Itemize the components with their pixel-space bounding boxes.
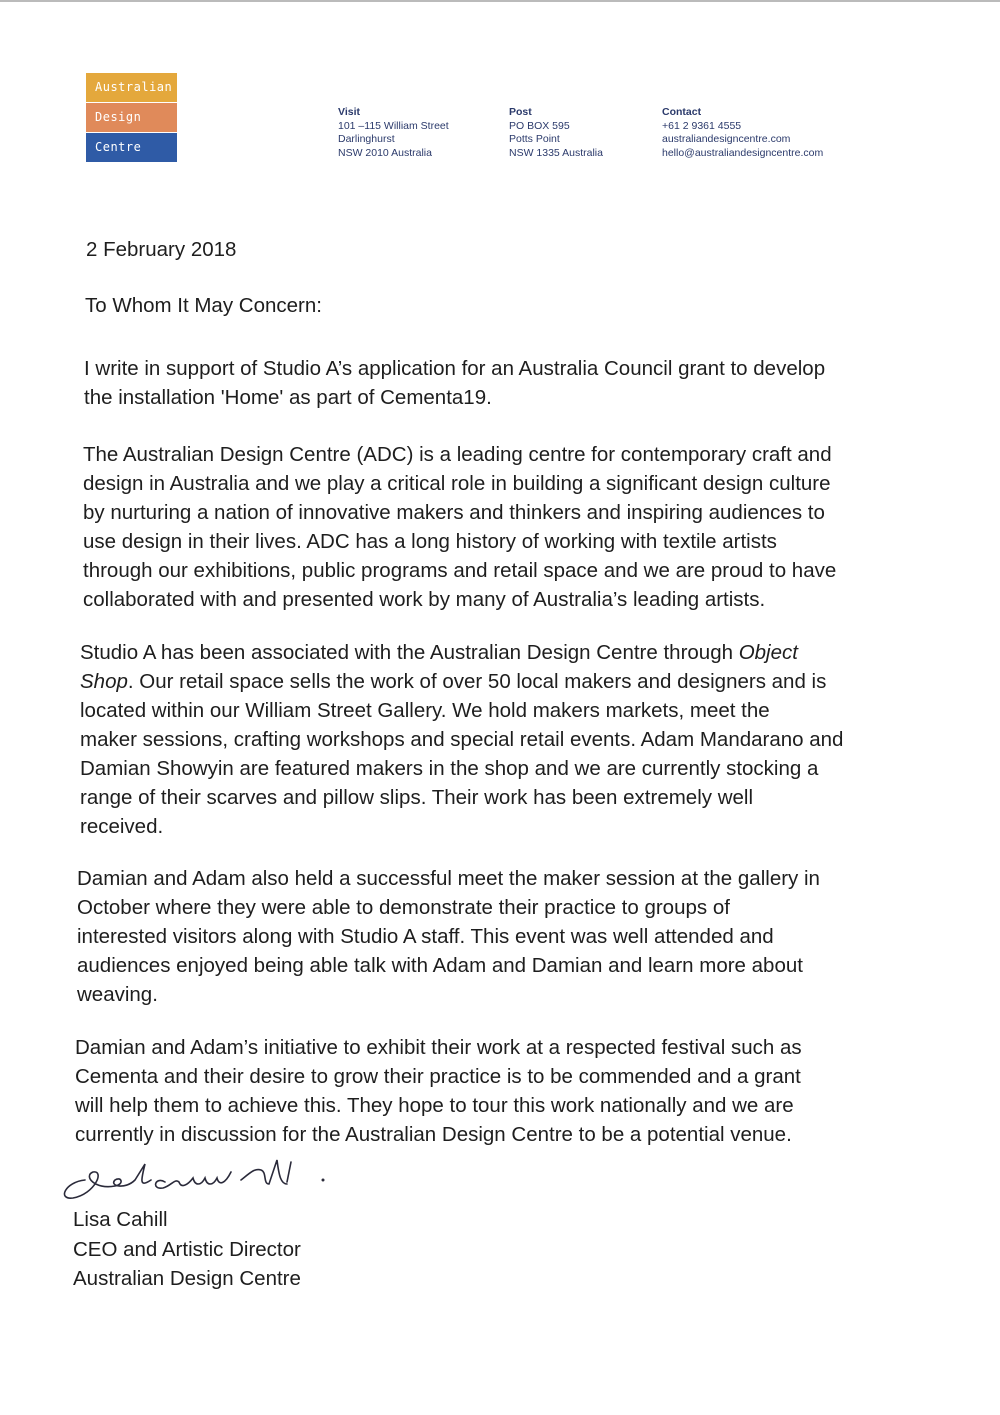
logo-australian: Australian — [86, 73, 177, 102]
post-heading: Post — [509, 106, 532, 118]
contact-info — [662, 106, 823, 160]
text-line: Damian and Adam’s initiative to exhibit their work at a respected festival such as — [75, 1036, 802, 1059]
signatory-name: Lisa Cahill — [73, 1208, 168, 1231]
visit-address — [338, 106, 449, 160]
text-line: through our exhibitions, public programs and retail space and we are proud to have — [83, 559, 837, 582]
text-line: Cementa and their desire to grow their practice is to be commended and a grant — [75, 1065, 801, 1088]
contact-email: hello@australiandesigncentre.com — [662, 146, 824, 159]
text-line: Damian Showyin are featured makers in the shop and we are currently stocking a — [80, 757, 819, 780]
paragraph-3 — [80, 638, 843, 841]
text-run: Studio A has been associated with the Australian Design Centre through — [80, 641, 739, 664]
post-line: Potts Point — [509, 133, 560, 145]
paragraph-2 — [83, 440, 836, 614]
salutation: To Whom It May Concern: — [85, 294, 322, 317]
text-line: located within our William Street Gallery. We hold makers markets, meet the — [80, 699, 770, 722]
object-shop-italic: Shop — [80, 670, 128, 693]
text-line: design in Australia and we play a critical role in building a significant design culture — [83, 472, 831, 495]
text-line: the installation 'Home' as part of Cementa19. — [84, 386, 492, 409]
visit-line: 101 –115 William Street — [338, 119, 449, 132]
text-line: October where they were able to demonstrate their practice to groups of — [77, 896, 730, 919]
visit-line: Darlinghurst — [338, 133, 395, 145]
post-line: PO BOX 595 — [509, 119, 570, 132]
text-line: will help them to achieve this. They hope to tour this work nationally and we are — [75, 1094, 794, 1117]
signatory-organisation: Australian Design Centre — [73, 1267, 301, 1290]
text-line: range of their scarves and pillow slips. Their work has been extremely well — [80, 786, 754, 809]
text-line: maker sessions, crafting workshops and special retail events. Adam Mandarano and — [80, 728, 844, 751]
letter-date: 2 February 2018 — [86, 238, 237, 261]
text-line: currently in discussion for the Australian Design Centre to be a potential venue. — [75, 1123, 792, 1146]
logo-centre: Centre — [86, 133, 177, 162]
text-line: Damian and Adam also held a successful meet the maker session at the gallery in — [77, 867, 820, 890]
object-shop-italic: Object — [738, 641, 798, 664]
logo-design: Design — [86, 103, 177, 132]
adc-logo — [86, 73, 177, 163]
handwritten-signature — [55, 1150, 345, 1210]
paragraph-5 — [75, 1033, 802, 1149]
signatory-title: CEO and Artistic Director — [73, 1237, 301, 1261]
text-line: received. — [80, 815, 164, 838]
paragraph-4 — [77, 864, 820, 1009]
scan-edge — [0, 0, 1000, 2]
post-address — [509, 106, 603, 160]
text-run: . Our retail space sells the work of over 50 local makers and designers and is — [127, 670, 827, 693]
post-line: NSW 1335 Australia — [509, 146, 603, 159]
text-line: by nurturing a nation of innovative makers and thinkers and inspiring audiences to — [83, 501, 825, 524]
text-line: audiences enjoyed being able talk with Adam and Damian and learn more about — [77, 954, 803, 977]
text-line: use design in their lives. ADC has a long history of working with textile artists — [83, 530, 777, 553]
text-line: interested visitors along with Studio A staff. This event was well attended and — [77, 925, 774, 948]
visit-line: NSW 2010 Australia — [338, 146, 432, 159]
text-line: The Australian Design Centre (ADC) is a leading centre for contemporary craft and — [83, 443, 832, 466]
contact-website: australiandesigncentre.com — [662, 133, 791, 145]
text-line: weaving. — [77, 983, 158, 1006]
contact-phone: +61 2 9361 4555 — [662, 119, 742, 132]
visit-heading: Visit — [338, 106, 360, 118]
signoff-block — [73, 1205, 301, 1294]
text-line: I write in support of Studio A’s application for an Australia Council grant to develop — [84, 357, 826, 380]
paragraph-1 — [84, 354, 825, 412]
contact-heading: Contact — [662, 106, 702, 118]
text-line: collaborated with and presented work by many of Australia’s leading artists. — [83, 588, 766, 611]
